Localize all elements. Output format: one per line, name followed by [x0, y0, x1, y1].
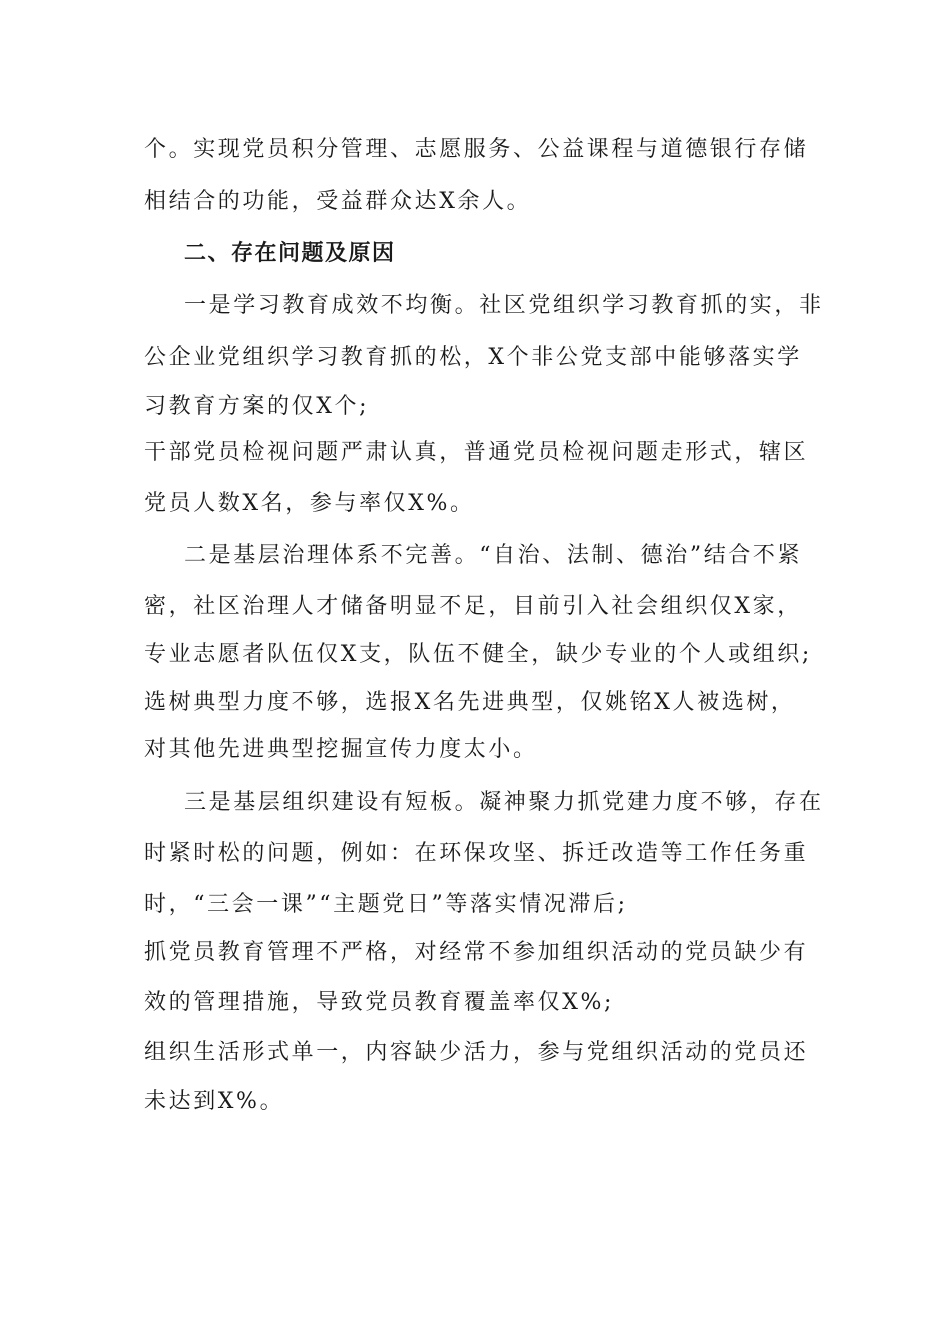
body-line: 组织生活形式单一，内容缺少活力，参与党组织活动的党员还 [144, 1040, 809, 1065]
body-line: 时，“三会一课”“主题党日”等落实情况滞后; [144, 892, 628, 917]
body-line: 未达到X%。 [144, 1089, 285, 1114]
body-line: 一是学习教育成效不均衡。社区党组织学习教育抓的实，非 [184, 293, 824, 318]
section-heading: 二、存在问题及原因 [184, 241, 396, 266]
body-line: 习教育方案的仅X个; [144, 394, 370, 419]
body-line: 二是基层治理体系不完善。“自治、法制、德治”结合不紧 [184, 543, 803, 568]
body-line: 三是基层组织建设有短板。凝神聚力抓党建力度不够，存在 [184, 790, 824, 815]
body-line: 专业志愿者队伍仅X支，队伍不健全，缺少专业的个人或组织; [144, 642, 812, 667]
body-line: 选树典型力度不够，选报X名先进典型，仅姚铭X人被选树， [144, 690, 796, 715]
body-line: 党员人数X名，参与率仅X%。 [144, 491, 475, 516]
body-line: 相结合的功能，受益群众达X余人。 [144, 189, 532, 214]
body-line: 密，社区治理人才储备明显不足，目前引入社会组织仅X家， [144, 594, 802, 619]
body-line: 公企业党组织学习教育抓的松，X个非公党支部中能够落实学 [144, 345, 802, 370]
body-line: 效的管理措施，导致党员教育覆盖率仅X%; [144, 990, 614, 1015]
body-line: 个。实现党员积分管理、志愿服务、公益课程与道德银行存储 [144, 137, 809, 162]
body-line: 干部党员检视问题严肃认真，普通党员检视问题走形式，辖区 [144, 440, 809, 465]
body-line: 对其他先进典型挖掘宣传力度太小。 [144, 737, 538, 762]
body-line: 时紧时松的问题，例如：在环保攻坚、拆迁改造等工作任务重 [144, 841, 809, 866]
body-line: 抓党员教育管理不严格，对经常不参加组织活动的党员缺少有 [144, 940, 809, 965]
